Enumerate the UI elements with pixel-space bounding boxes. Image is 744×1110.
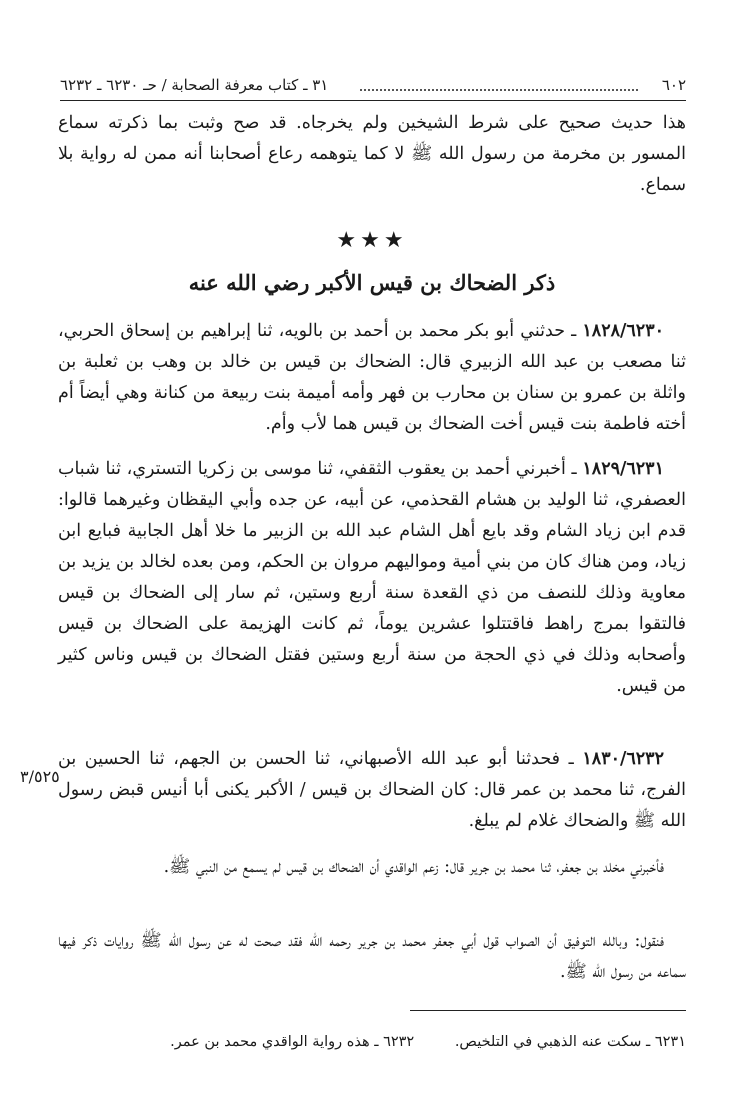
hadith-6230 xyxy=(58,316,686,440)
hadith-text: ـ حدثني أبو بكر محمد بن أحمد بن بالويه، ثنا إبراهيم بن إسحاق الحربي، ثنا مصعب بن عبد الله الزبيري قال: الضحاك بن قيس بن خالد بن وهب بن ثعلبة بن واثلة بن عمرو بن سنان بن محارب بن فهر وأمه أميمة بنت ربيعة من كنانة وهي أيضاً أم أخته فاطمة بنت قيس أخت الضحاك بن قيس هما لأب وأم. xyxy=(58,321,686,434)
footnote-rule xyxy=(410,1010,686,1011)
section-separator-stars: ★★★ xyxy=(336,228,408,253)
hadith-number: ١٨٢٩/٦٢٣١ xyxy=(582,459,664,479)
hadith-number: ١٨٣٠/٦٢٣٢ xyxy=(582,749,664,769)
running-title: ٣١ ـ كتاب معرفة الصحابة / حـ ٦٢٣٠ ـ ٦٢٣٢ xyxy=(60,76,329,94)
hadith-text: ـ فحدثنا أبو عبد الله الأصبهاني، ثنا الحسن بن الجهم، ثنا الحسين بن الفرج، ثنا محمد بن عمر قال: كان الضحاك بن قيس / الأكبر يكنى أبا أنيس قبض رسول الله ﷺ والضحاك غلام لم يبلغ. xyxy=(58,749,686,831)
footnote-6232: ٦٢٣٢ ـ هذه رواية الواقدي محمد بن عمر. xyxy=(170,1034,415,1050)
footnote-6231: ٦٢٣١ ـ سكت عنه الذهبي في التلخيص. xyxy=(454,1034,686,1050)
hadith-6232 xyxy=(58,744,686,837)
margin-volume-reference: ٣/٥٢٥ xyxy=(20,767,60,786)
page-number: ٦٠٢ xyxy=(661,76,686,94)
header-leader-dots xyxy=(360,89,638,91)
page-header xyxy=(60,70,686,101)
paragraph-conclusion: فنقول: وبالله التوفيق أن الصواب قول أبي جعفر محمد بن جرير رحمه الله فقد صحت له عن رسول الله ﷺ روايات ذكر فيها سماعه من رسول الله ﷺ. xyxy=(58,931,686,982)
footnotes xyxy=(58,1030,686,1054)
hadith-number: ١٨٢٨/٦٢٣٠ xyxy=(582,321,664,341)
paragraph-mukhallad: فأخبرني مخلد بن جعفر، ثنا محمد بن جرير قال: زعم الواقدي أن الضحاك بن قيس لم يسمع من النبي ﷺ. xyxy=(163,857,664,877)
section-title: ذكر الضحاك بن قيس الأكبر رضي الله عنه xyxy=(188,270,556,295)
hadith-6231 xyxy=(58,454,686,702)
hadith-text: ـ أخبرني أحمد بن يعقوب الثقفي، ثنا موسى بن زكريا التستري، ثنا شباب العصفري، ثنا الوليد بن هشام القحذمي، عن أبيه، عن جده وأبي اليقظان وغيرهما قالوا: قدم ابن زياد الشام وقد بايع أهل الشام عبد الله بن الزبير ما خلا أهل الجابية فبايع ابن زياد، ومن هناك كان من بني أمية ومواليهم مروان بن الحكم، ومن بعده لخالد بن يزيد بن معاوية وذلك للنصف من ذي القعدة سنة أربع وستين، ثم سار إلى الضحاك بن قيس فالتقوا بمرج راهط فاقتتلوا عشرين يوماً، ثم كانت الهزيمة على الضحاك بن قيس وأصحابه وذلك في ذي الحجة من سنة أربع وستين فقتل الضحاك بن قيس وناس كثير من قيس. xyxy=(58,459,686,696)
intro-paragraph: هذا حديث صحيح على شرط الشيخين ولم يخرجاه. قد صح وثبت بما ذكرته سماع المسور بن مخرمة من رسول الله ﷺ لا كما يتوهمه رعاع أصحابنا أنه ممن له رواية بلا سماع. xyxy=(58,113,686,195)
